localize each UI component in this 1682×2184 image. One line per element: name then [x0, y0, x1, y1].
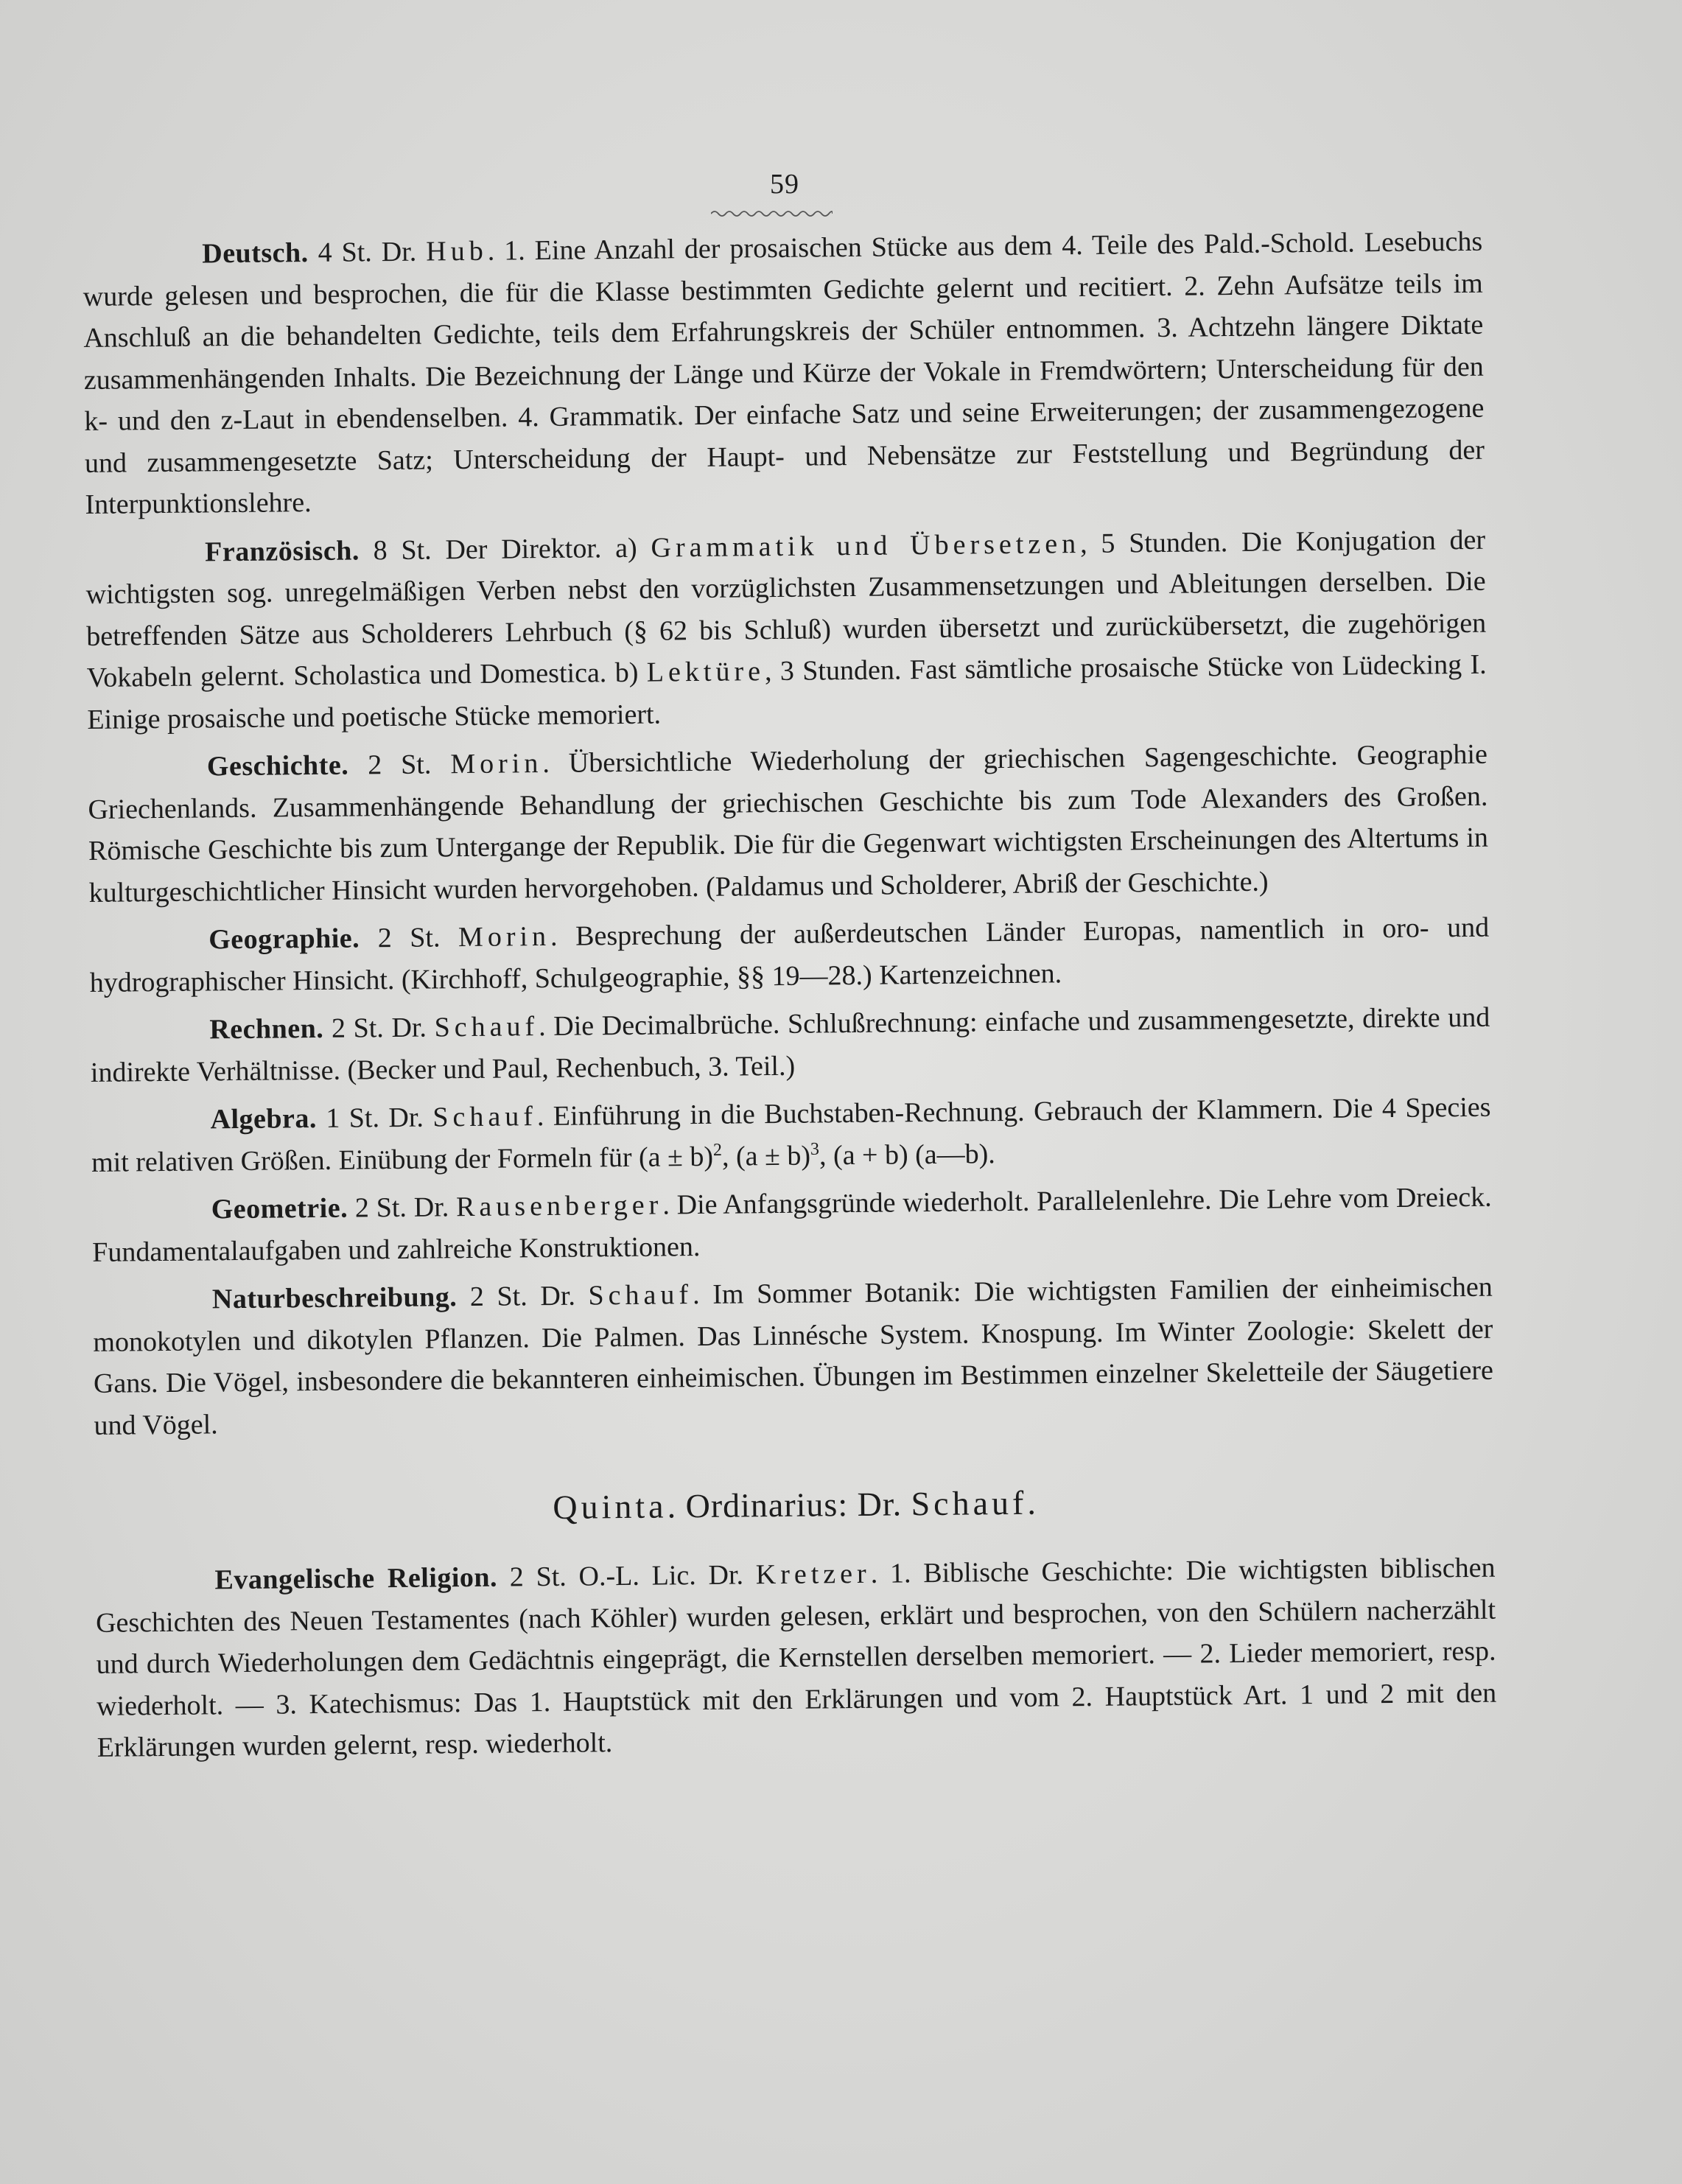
- paragraph-evangelische-religion: [95, 1547, 1497, 1769]
- paragraph-body: . 1. Biblische Geschichte: Die wichtigsten biblischen Geschichten des Neuen Testamentes (nach Köhler) wurden gelesen, erklärt und besprochen, von den Schülern nacherzählt und durch Wiederholungen dem Gedächtnis eingeprägt, die Kernstellen derselben memoriert. — 2. Lieder memoriert, resp. wiederholt. — 3. Katechismus: Das 1. Hauptstück mit den Erklärungen und vom 2. Hauptstück Art. 1 und 2 mit den Erklärungen wurden gelernt, resp. wiederholt.: [95, 1552, 1497, 1763]
- teacher-name: Kretzer: [755, 1558, 871, 1591]
- subject-heading: Algebra.: [210, 1103, 318, 1135]
- paragraph-lead: 2 St. Dr.: [457, 1280, 589, 1313]
- page-content: [83, 221, 1497, 1776]
- section-title-text: . Ordinarius: Dr.: [667, 1485, 911, 1525]
- paragraph-algebra: [91, 1087, 1491, 1183]
- subject-heading: Geschichte.: [206, 749, 349, 783]
- subject-heading: Evangelische Religion.: [214, 1561, 498, 1596]
- paragraph-geometrie: [91, 1177, 1492, 1273]
- paragraph-body: . Die Decimalbrüche. Schlußrechnung: einfache und zusammengesetzte, direkte und indirekte Verhältnisse. (Becker und Paul, Rechenbuch, 3. Teil.): [90, 1001, 1490, 1088]
- subject-heading: Naturbeschreibung.: [211, 1281, 458, 1315]
- spaced-term: Lektüre: [646, 656, 765, 688]
- paragraph-lead: 8 St. Der Direktor. a): [359, 532, 651, 566]
- paragraph-body: . Besprechung der außerdeutschen Länder Europas, namentlich in oro- und hydrographischer Hinsicht. (Kirchhoff, Schulgeographie, §§ 19—28.) Kartenzeichnen.: [89, 911, 1490, 998]
- paragraph-lead: 2 St.: [359, 922, 459, 954]
- teacher-name: Morin: [458, 920, 551, 953]
- page-number: 59: [770, 169, 799, 200]
- paragraph-text: , (a ± b): [721, 1140, 811, 1172]
- ordinarius-name: Schauf: [911, 1483, 1028, 1523]
- paragraph-body: . Übersichtliche Wiederholung der griechischen Sagengeschichte. Geographie Griechenlands. Zusammenhängende Behandlung der griechischen Geschichte bis zum Tode Alexanders des Großen. Römische Geschichte bis zum Untergange der Republik. Die für die Gegenwart wichtigsten Erscheinungen des Altertums in kulturgeschichtlicher Hinsicht wurden hervorgehoben. (Paldamus und Scholderer, Abriß der Geschichte.): [88, 738, 1489, 909]
- subject-heading: Rechnen.: [209, 1012, 324, 1046]
- teacher-name: Rausenberger: [455, 1189, 663, 1223]
- section-title-quinta: [94, 1479, 1494, 1531]
- exponent: 3: [810, 1139, 820, 1159]
- paragraph-body: . Im Sommer Botanik: Die wichtigsten Familien der einheimischen monokotylen und dikotylen Pflanzen. Die Palmen. Das Linnésche System. Knospung. Im Winter Zoologie: Skelett der Gans. Die Vögel, insbesondere die bekannteren einheimischen. Übungen im Bestimmen einzelner Skeletteile der Säugetiere und Vögel.: [93, 1271, 1494, 1441]
- section-title-end: .: [1027, 1483, 1037, 1522]
- paragraph-naturbeschreibung: [93, 1267, 1494, 1446]
- paragraph-lead: 2 St.: [348, 749, 451, 781]
- exponent: 2: [712, 1140, 723, 1160]
- paragraph-text: , 5 Stunden. Die Konjugation der wichtigsten sog. unregelmäßigen Verben nebst den vorzüglichsten Zusammensetzungen und Ableitungen derselben. Die betreffenden Sätze aus Scholderers Lehrbuch (§ 62 bis Schluß) wurden übersetzt und zurückübersetzt, die zugehörigen Vokabeln gelernt. Scholastica und Domestica. b): [85, 524, 1487, 693]
- subject-heading: Geometrie.: [211, 1192, 348, 1225]
- paragraph-lead: 2 St. Dr.: [323, 1012, 435, 1044]
- subject-heading: Deutsch.: [202, 237, 309, 270]
- paragraph-body: , 3 Stunden. Fast sämtliche prosaische Stücke von Lüdecking I. Einige prosaische und poetische Stücke memoriert.: [87, 648, 1487, 735]
- paragraph-lead: 2 St. O.-L. Lic. Dr.: [497, 1559, 756, 1593]
- paragraph-franzoesisch: [85, 519, 1487, 741]
- paragraph-deutsch: [83, 221, 1485, 526]
- paragraph-body: . 1. Eine Anzahl der prosaischen Stücke aus dem 4. Teile des Pald.-Schold. Lesebuchs wurde gelesen und besprochen, die für die Klasse bestimmten Gedichte gelernt und recitiert. 2. Zehn Aufsätze teils im Anschluß an die behandelten Gedichte, teils dem Erfahrungskreis der Schüler entnommen. 3. Achtzehn längere Diktate zusammenhängenden Inhalts. Die Bezeichnung der Länge und Kürze der Vokale in Fremdwörtern; Unterscheidung für den k- und den z-Laut in ebendenselben. 4. Grammatik. Der einfache Satz und seine Erweiterungen; der zusammengezogene und zusammengesetzte Satz; Unterscheidung der Haupt- und Nebensätze zur Feststellung und Begründung der Interpunktionslehre.: [83, 225, 1485, 520]
- subject-heading: Geographie.: [208, 923, 360, 956]
- teacher-name: Morin: [450, 748, 543, 780]
- paragraph-lead: 2 St. Dr.: [347, 1191, 457, 1224]
- teacher-name: Schauf: [434, 1011, 539, 1043]
- paragraph-lead: 4 St. Dr.: [308, 236, 427, 269]
- subject-heading: Französisch.: [204, 534, 360, 567]
- ornament-divider: [711, 208, 833, 220]
- teacher-name: Schauf: [432, 1101, 538, 1133]
- paragraph-lead: 1 St. Dr.: [316, 1102, 433, 1135]
- paragraph-rechnen: [90, 997, 1490, 1093]
- paragraph-geschichte: [88, 734, 1489, 914]
- paragraph-body: . Einführung in die Buchstaben-Rechnung. Gebrauch der Klammern. Die 4 Species mit relativen Größen. Einübung der Formeln für (a ± b): [91, 1091, 1491, 1178]
- paragraph-geographie: [89, 907, 1490, 1004]
- paragraph-text: , (a + b) (a—b).: [819, 1138, 996, 1171]
- teacher-name: Hub: [426, 235, 488, 267]
- teacher-name: Schauf: [588, 1279, 693, 1312]
- class-name: Quinta: [553, 1487, 667, 1526]
- paragraph-body: . Die Anfangsgründe wiederholt. Parallelenlehre. Die Lehre vom Dreieck. Fundamentalaufgaben und zahlreiche Konstruktionen.: [92, 1181, 1492, 1268]
- spaced-term: Grammatik und Übersetzen: [651, 528, 1081, 564]
